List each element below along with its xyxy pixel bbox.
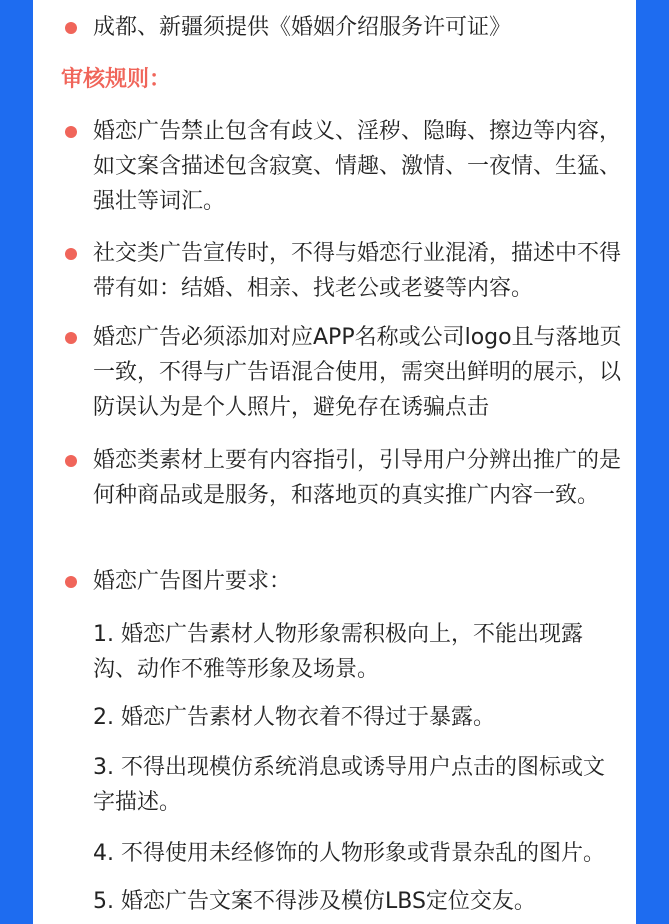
numbered-subitem: 3. 不得出现模仿系统消息或诱导用户点击的图标或文字描述。 xyxy=(93,755,605,815)
list-item-text: 成都、新疆须提供《婚姻介绍服务许可证》 xyxy=(93,15,512,40)
bullet-dot-icon xyxy=(65,576,77,588)
list-item xyxy=(61,564,638,599)
content-card xyxy=(33,0,636,924)
numbered-subitem: 2. 婚恋广告素材人物衣着不得过于暴露。 xyxy=(93,705,495,730)
list-item xyxy=(61,114,638,219)
numbered-subitem: 4. 不得使用未经修饰的人物形象或背景杂乱的图片。 xyxy=(93,841,605,866)
bullet-dot-icon xyxy=(65,248,77,260)
numbered-subitem: 5. 婚恋广告文案不得涉及模仿LBS定位交友。 xyxy=(93,889,536,914)
bullet-dot-icon xyxy=(65,455,77,467)
list-item xyxy=(61,10,653,45)
list-item-text: 社交类广告宣传时，不得与婚恋行业混淆，描述中不得带有如：结婚、相亲、找老公或老婆等内容。 xyxy=(93,241,622,301)
list-item-text: 婚恋广告禁止包含有歧义、淫秽、隐晦、擦边等内容，如文案含描述包含寂寞、情趣、激情、一夜情、生猛、强壮等词汇。 xyxy=(93,119,622,214)
list-item xyxy=(61,320,638,425)
bullet-dot-icon xyxy=(65,22,77,34)
numbered-subitem: 1. 婚恋广告素材人物形象需积极向上，不能出现露沟、动作不雅等形象及场景。 xyxy=(93,622,583,682)
list-item-text: 婚恋广告必须添加对应APP名称或公司logo且与落地页一致，不得与广告语混合使用，需突出鲜明的展示，以防误认为是个人照片，避免存在诱骗点击 xyxy=(93,325,622,420)
list-item xyxy=(61,236,638,306)
bullet-dot-icon xyxy=(65,126,77,138)
list-item xyxy=(61,443,638,513)
list-item-text: 婚恋广告图片要求： xyxy=(93,569,292,594)
section-heading: 审核规则： xyxy=(61,67,172,92)
list-item-text: 婚恋类素材上要有内容指引，引导用户分辨出推广的是何种商品或是服务，和落地页的真实推广内容一致。 xyxy=(93,448,622,508)
bullet-dot-icon xyxy=(65,332,77,344)
